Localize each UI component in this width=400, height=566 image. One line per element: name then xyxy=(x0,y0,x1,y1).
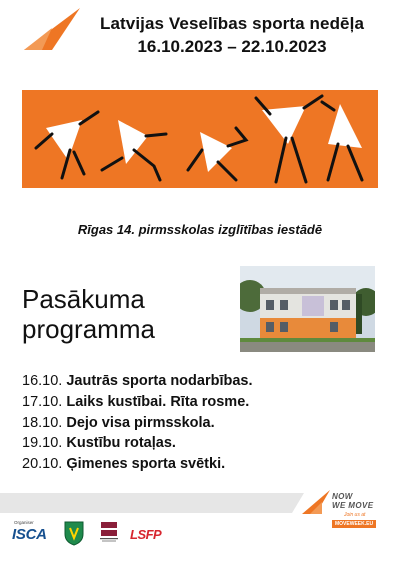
dancing-figures-banner xyxy=(22,90,378,188)
latvian-municipality-emblem-icon xyxy=(98,520,120,544)
program-heading xyxy=(22,284,222,344)
event-dates: 16.10.2023 – 22.10.2023 xyxy=(137,37,327,56)
isca-logo: ISCA xyxy=(12,526,47,543)
move-week-logo-icon xyxy=(22,6,84,52)
schedule-item xyxy=(22,371,382,392)
schedule-item xyxy=(22,413,382,434)
page-title: Latvijas Veselības sporta nedēļa xyxy=(100,14,364,33)
schedule-date: 19.10. xyxy=(22,435,63,452)
schedule-date: 16.10. xyxy=(22,373,63,389)
schedule-date: 17.10. xyxy=(22,393,63,410)
schedule-event: Dejo visa pirmsskola. xyxy=(66,414,215,431)
schedule-date: 18.10. xyxy=(22,414,63,431)
schedule-event: Ģimenes sporta svētki. xyxy=(66,456,226,473)
join-us-text: Join us at xyxy=(344,512,366,518)
schedule-event: Kustību rotaļas. xyxy=(66,435,176,452)
kindergarten-building-photo xyxy=(240,266,375,352)
now-we-move-line2: WE MOVE xyxy=(332,501,374,510)
institution-subtitle: Rīgas 14. pirmsskolas izglītības iestādē xyxy=(77,222,323,237)
schedule-event: Jautrās sporta nodarbības. xyxy=(66,373,253,389)
program-heading-line2: programma xyxy=(22,314,155,344)
now-we-move-line1: NOW xyxy=(332,492,353,501)
schedule-date: 20.10. xyxy=(22,456,63,473)
program-heading-line1: Pasākuma xyxy=(22,284,145,314)
schedule-item xyxy=(22,433,382,454)
lsfp-logo: LSFP xyxy=(130,527,162,542)
schedule-item xyxy=(22,454,382,475)
sports-shield-logo-icon xyxy=(64,520,84,546)
event-schedule xyxy=(22,371,382,475)
organiser-label: Organiser xyxy=(14,520,34,525)
moveweek-website: MOVEWEEK.EU xyxy=(332,520,376,528)
schedule-event: Laiks kustībai. Rīta rosme. xyxy=(66,393,250,410)
schedule-item xyxy=(22,392,382,413)
